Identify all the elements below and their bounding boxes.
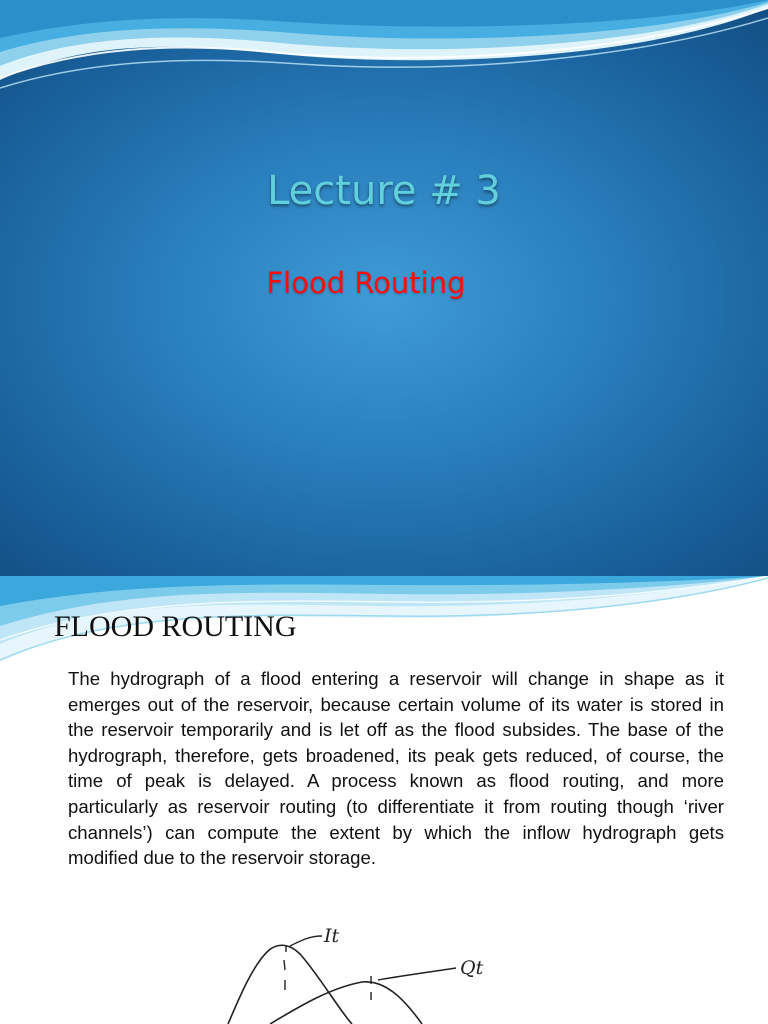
lecture-subtitle: Flood Routing [266, 266, 466, 300]
hydrograph-sketch [190, 906, 570, 1024]
body-paragraph: The hydrograph of a flood entering a reservoir will change in shape as it emerges out of the reservoir, because certain volume of its water is stored in the reservoir temporarily and is let off as the flood subsides. The base of the hydrograph, therefore, gets broadened, its peak gets reduced, of course, the time of peak is delayed. A process known as flood routing, and more particularly as reservoir routing (to differentiate it from routing though ‘river channels’) can compute the extent by which the inflow hydrograph gets modified due to the reservoir storage. [68, 668, 724, 869]
content-slide [0, 576, 768, 1024]
section-heading: FLOOD ROUTING [54, 610, 297, 643]
header-wave-decoration [0, 0, 768, 100]
inflow-label: It [324, 925, 340, 947]
lecture-title: Lecture # 3 [267, 168, 501, 214]
outflow-label: Qt [460, 957, 484, 979]
